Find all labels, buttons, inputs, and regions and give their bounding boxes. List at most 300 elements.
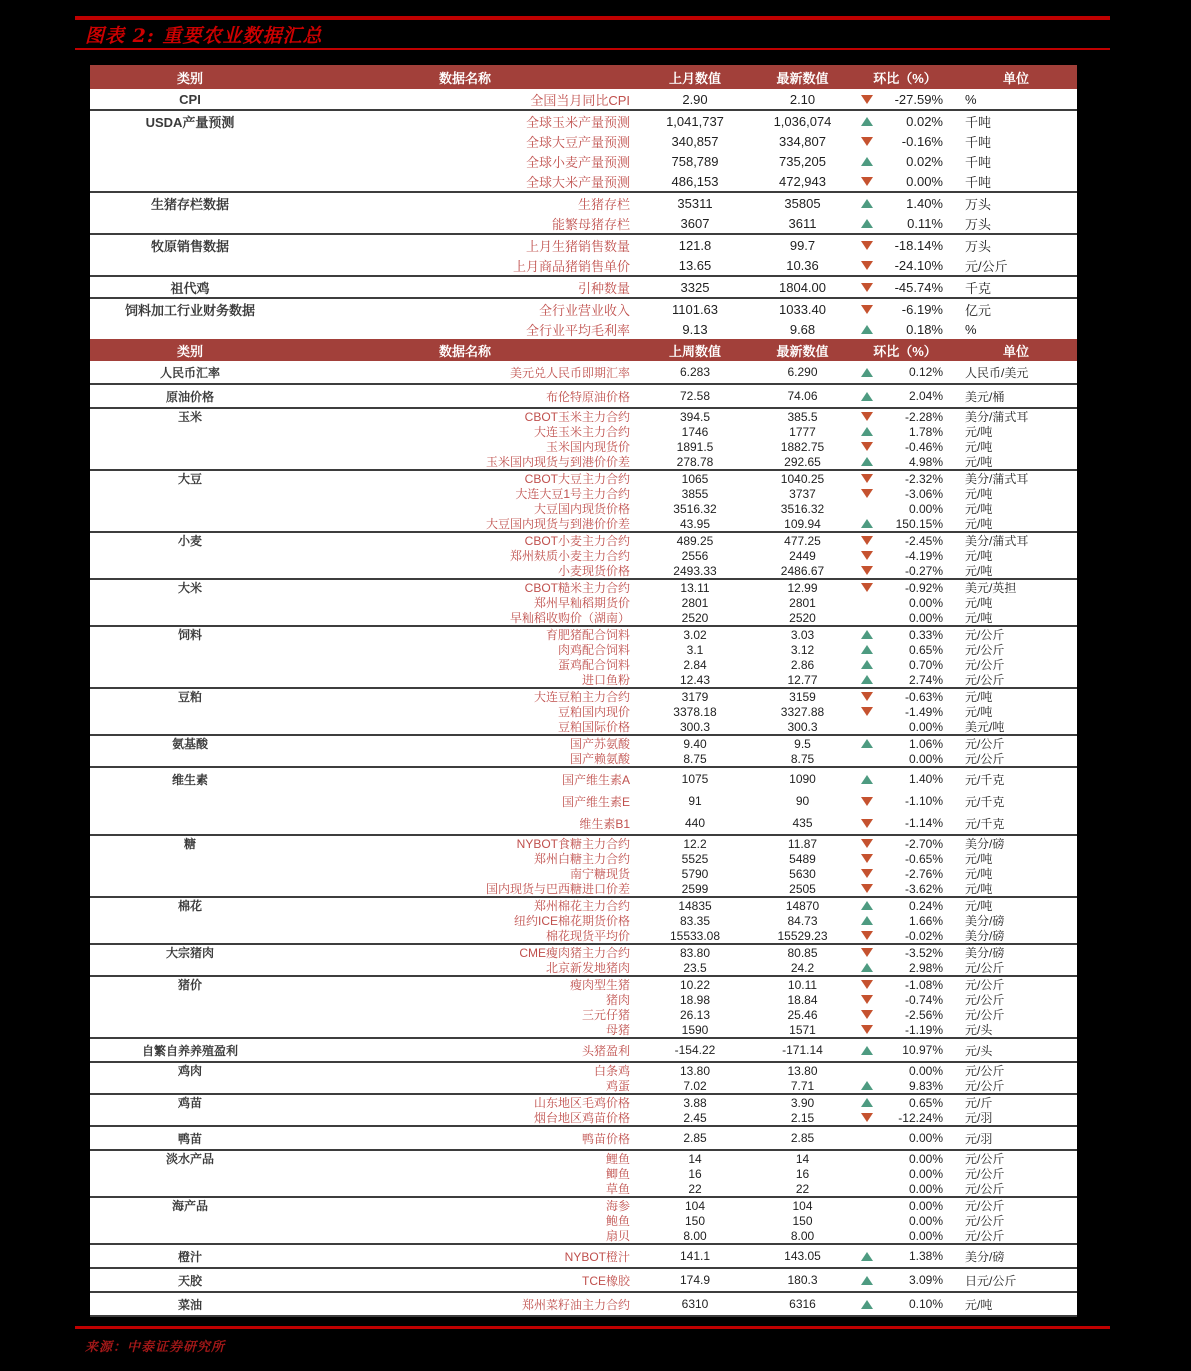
latest-value-cell: 84.73 — [787, 913, 818, 928]
unit-cell: 人民币/美元 — [965, 365, 1029, 380]
change-value: 0.65% — [908, 1095, 943, 1110]
down-triangle-icon — [859, 884, 874, 893]
change-cell — [855, 502, 955, 516]
prev-value-cell: 5525 — [681, 851, 709, 866]
table-row — [90, 928, 1077, 943]
triangle-glyph — [861, 948, 873, 957]
down-triangle-icon — [859, 869, 874, 878]
table-row — [90, 992, 1077, 1007]
triangle-glyph — [861, 157, 873, 166]
change-value: -2.70% — [904, 836, 943, 851]
latest-value-cell: 18.84 — [787, 992, 818, 1007]
table-row — [90, 131, 1077, 151]
table-row — [90, 1181, 1077, 1196]
prev-value-cell: 83.35 — [679, 913, 711, 928]
triangle-glyph — [861, 519, 873, 528]
change-value: 0.02% — [906, 113, 943, 129]
category-cell: 牧原销售数据 — [150, 238, 229, 254]
unit-cell: 亿元 — [965, 302, 992, 318]
latest-value-cell: 14870 — [785, 898, 820, 913]
latest-value-cell: 11.87 — [787, 836, 818, 851]
unit-cell: 元/头 — [965, 1043, 993, 1058]
prev-value-cell: 35311 — [677, 195, 713, 211]
change-value: 0.00% — [908, 501, 943, 516]
change-cell — [855, 882, 955, 896]
change-value: 1.40% — [906, 195, 943, 211]
unit-cell: % — [965, 321, 977, 337]
down-triangle-icon — [859, 980, 874, 989]
data-name-cell: 棉花现货平均价 — [545, 929, 630, 943]
category-group — [90, 531, 1077, 578]
change-value: 4.98% — [908, 454, 943, 469]
unit-cell: 元/公斤 — [965, 628, 1005, 642]
change-cell — [855, 440, 955, 454]
down-triangle-icon — [859, 995, 874, 1004]
prev-value-cell: 2801 — [681, 595, 709, 610]
data-name-cell: 全国当月同比CPI — [530, 92, 630, 108]
latest-value-cell: 6316 — [789, 1297, 816, 1311]
data-name-cell: CME瘦肉猪主力合约 — [519, 946, 630, 960]
triangle-glyph — [861, 199, 873, 208]
table-row — [90, 790, 1077, 812]
triangle-glyph — [861, 442, 873, 451]
unit-cell: 元/公斤 — [965, 1152, 1005, 1166]
category-cell: 鸭苗 — [177, 1131, 202, 1146]
change-cell — [855, 643, 955, 657]
change-cell — [855, 596, 955, 610]
unit-cell: 元/公斤 — [965, 1064, 1005, 1078]
prev-value-cell: 3179 — [681, 689, 709, 704]
triangle-glyph — [861, 261, 873, 270]
change-cell — [855, 1229, 955, 1243]
unit-cell: 日元/公斤 — [965, 1273, 1017, 1288]
triangle-glyph — [861, 884, 873, 893]
table-row — [90, 255, 1077, 275]
table-row — [90, 1007, 1077, 1022]
data-name-cell: 郑州菜籽油主力合约 — [521, 1297, 630, 1312]
data-name-cell: NYBOT橙汁 — [564, 1249, 630, 1264]
change-value: 1.78% — [908, 424, 943, 439]
latest-value-cell: 9.5 — [794, 736, 811, 751]
up-triangle-icon — [859, 427, 874, 436]
data-name-cell: 生猪存栏 — [577, 196, 630, 212]
table-row — [90, 1198, 1077, 1213]
unit-cell: 元/千克 — [965, 772, 1005, 787]
change-value: 1.40% — [908, 772, 943, 786]
table-row — [90, 471, 1077, 486]
header-cell: 上月数值 — [668, 70, 721, 86]
down-triangle-icon — [859, 854, 874, 863]
header-cell: 数据名称 — [438, 70, 491, 86]
prev-value-cell: 13.65 — [678, 257, 712, 273]
data-name-cell: 白条鸡 — [593, 1064, 630, 1078]
latest-value-cell: 2505 — [789, 881, 816, 896]
triangle-glyph — [861, 427, 873, 436]
data-name-cell: 郑州麸质小麦主力合约 — [509, 549, 630, 563]
table-row — [90, 385, 1077, 407]
up-triangle-icon — [859, 1252, 874, 1261]
category-cell: 生猪存栏数据 — [150, 196, 229, 212]
table-row — [90, 642, 1077, 657]
triangle-glyph — [861, 819, 873, 828]
unit-cell: 元/吨 — [965, 564, 993, 578]
header-cell: 单位 — [1002, 343, 1029, 359]
up-triangle-icon — [859, 675, 874, 684]
change-cell — [855, 737, 955, 751]
latest-value-cell: 35805 — [784, 195, 821, 211]
triangle-glyph — [861, 219, 873, 228]
top-rule — [75, 16, 1110, 20]
latest-value-cell: 1090 — [789, 772, 816, 786]
up-triangle-icon — [859, 1081, 874, 1090]
latest-value-cell: 334,807 — [779, 133, 826, 149]
unit-cell: 元/公斤 — [965, 643, 1005, 657]
unit-cell: 元/吨 — [965, 882, 993, 896]
up-triangle-icon — [859, 1300, 874, 1309]
data-name-cell: 母猪 — [605, 1023, 630, 1037]
latest-value-cell: 74.06 — [787, 389, 818, 403]
latest-value-cell: 1571 — [789, 1022, 816, 1037]
table-row — [90, 1213, 1077, 1228]
change-cell — [855, 946, 955, 960]
section-weekly — [90, 339, 1077, 1315]
data-name-cell: 草鱼 — [605, 1182, 630, 1196]
up-triangle-icon — [859, 1098, 874, 1107]
change-cell — [855, 899, 955, 913]
triangle-glyph — [861, 566, 873, 575]
latest-value-cell: 472,943 — [779, 173, 826, 189]
prev-value-cell: 10.22 — [679, 977, 711, 992]
triangle-glyph — [861, 177, 873, 186]
change-cell — [855, 549, 955, 563]
table-header-row — [90, 339, 1077, 361]
prev-value-cell: 174.9 — [679, 1273, 711, 1287]
change-cell — [855, 914, 955, 928]
triangle-glyph — [861, 901, 873, 910]
latest-value-cell: 13.80 — [787, 1063, 818, 1078]
table-row — [90, 610, 1077, 625]
prev-value-cell: 14835 — [678, 898, 712, 913]
table-row — [90, 1166, 1077, 1181]
triangle-glyph — [861, 137, 873, 146]
data-name-cell: 北京新发地猪肉 — [545, 961, 630, 975]
change-value: -45.74% — [894, 279, 943, 295]
table-row — [90, 1269, 1077, 1291]
prev-value-cell: 121.8 — [678, 237, 712, 253]
change-cell — [855, 816, 955, 830]
unit-cell: 元/吨 — [965, 502, 993, 516]
latest-value-cell: 2.86 — [790, 657, 815, 672]
down-triangle-icon — [859, 1113, 874, 1122]
category-group — [90, 1037, 1077, 1061]
category-group — [90, 191, 1077, 233]
category-cell: 人民币汇率 — [159, 365, 220, 380]
change-cell — [855, 628, 955, 642]
down-triangle-icon — [859, 1025, 874, 1034]
category-group — [90, 1243, 1077, 1267]
figure-title: 图表 2: 重要农业数据汇总 — [85, 25, 323, 47]
table-row — [90, 1151, 1077, 1166]
triangle-glyph — [861, 931, 873, 940]
category-cell: 鸡肉 — [177, 1064, 202, 1078]
prev-value-cell: 1065 — [681, 471, 709, 486]
change-value: -0.74% — [904, 992, 943, 1007]
data-name-cell: 猪肉 — [605, 993, 630, 1007]
prev-value-cell: 2520 — [681, 610, 709, 625]
unit-cell: 元/公斤 — [965, 752, 1005, 766]
change-cell — [855, 410, 955, 424]
data-name-cell: 烟台地区鸡苗价格 — [533, 1111, 630, 1125]
change-value: 150.15% — [895, 516, 943, 531]
data-name-cell: 国产维生素A — [561, 772, 630, 787]
latest-value-cell: 3737 — [789, 486, 816, 501]
category-group — [90, 1196, 1077, 1243]
latest-value-cell: 109.94 — [784, 516, 821, 531]
unit-cell: 美分/磅 — [965, 946, 1005, 960]
unit-cell: 元/头 — [965, 1023, 993, 1037]
triangle-glyph — [861, 457, 873, 466]
triangle-glyph — [861, 95, 873, 104]
unit-cell: 元/吨 — [965, 611, 993, 625]
change-value: 0.00% — [906, 173, 943, 189]
change-value: -1.49% — [904, 704, 943, 719]
table-row — [90, 361, 1077, 383]
down-triangle-icon — [859, 551, 874, 560]
table-row — [90, 1095, 1077, 1110]
header-cell: 单位 — [1002, 70, 1029, 86]
prev-value-cell: 758,789 — [671, 153, 719, 169]
data-name-cell: 进口鱼粉 — [581, 673, 630, 687]
down-triangle-icon — [859, 931, 874, 940]
triangle-glyph — [861, 536, 873, 545]
up-triangle-icon — [859, 963, 874, 972]
unit-cell: 元/公斤 — [965, 978, 1005, 992]
table-row — [90, 277, 1077, 297]
triangle-glyph — [861, 489, 873, 498]
latest-value-cell: 24.2 — [790, 960, 815, 975]
table-row — [90, 1110, 1077, 1125]
latest-value-cell: 1,036,074 — [773, 113, 832, 129]
prev-value-cell: 26.13 — [679, 1007, 711, 1022]
down-triangle-icon — [859, 489, 874, 498]
triangle-glyph — [861, 980, 873, 989]
data-name-cell: 全行业营业收入 — [538, 302, 630, 318]
header-cell: 上周数值 — [668, 343, 721, 359]
latest-value-cell: 3327.88 — [780, 704, 825, 719]
header-cell: 最新数值 — [776, 343, 829, 359]
unit-cell: 元/羽 — [965, 1131, 993, 1146]
change-cell — [855, 487, 955, 501]
latest-value-cell: 14 — [795, 1151, 810, 1166]
change-cell — [855, 1297, 955, 1311]
data-name-cell: 郑州白糖主力合约 — [533, 852, 630, 866]
up-triangle-icon — [859, 1046, 874, 1055]
triangle-glyph — [861, 241, 873, 250]
triangle-glyph — [861, 1010, 873, 1019]
change-cell — [855, 1167, 955, 1181]
category-group — [90, 1125, 1077, 1149]
unit-cell: 美分/蒲式耳 — [965, 534, 1029, 548]
change-cell — [855, 1273, 955, 1287]
triangle-glyph — [861, 797, 873, 806]
change-cell — [855, 720, 955, 734]
down-triangle-icon — [859, 412, 874, 421]
change-cell — [855, 705, 955, 719]
data-name-cell: 鸡蛋 — [605, 1079, 630, 1093]
change-cell — [855, 174, 955, 189]
data-name-cell: CBOT糙米主力合约 — [524, 581, 630, 595]
data-name-cell: TCE橡胶 — [581, 1273, 630, 1288]
triangle-glyph — [861, 707, 873, 716]
change-value: -27.59% — [894, 91, 943, 107]
prev-value-cell: 3378.18 — [673, 704, 717, 719]
unit-cell: 元/吨 — [965, 455, 993, 469]
down-triangle-icon — [859, 692, 874, 701]
latest-value-cell: 104 — [792, 1198, 813, 1213]
up-triangle-icon — [859, 775, 874, 784]
change-cell — [855, 961, 955, 975]
category-cell: USDA产量预测 — [145, 114, 235, 130]
unit-cell: 元/吨 — [965, 867, 993, 881]
change-cell — [855, 322, 955, 337]
triangle-glyph — [861, 551, 873, 560]
up-triangle-icon — [859, 325, 874, 334]
change-cell — [855, 673, 955, 687]
category-group — [90, 469, 1077, 531]
category-group — [90, 1061, 1077, 1093]
unit-cell: 元/公斤 — [965, 673, 1005, 687]
category-cell: 菜油 — [177, 1297, 202, 1312]
table-row — [90, 736, 1077, 751]
data-name-cell: 大连玉米主力合约 — [533, 425, 630, 439]
category-cell: 玉米 — [177, 410, 202, 424]
down-triangle-icon — [859, 283, 874, 292]
category-cell: 天胶 — [177, 1273, 202, 1288]
change-value: -0.27% — [904, 563, 943, 578]
table-row — [90, 151, 1077, 171]
data-name-cell: 海参 — [605, 1199, 630, 1213]
change-cell — [855, 1079, 955, 1093]
data-name-cell: 全球大豆产量预测 — [525, 134, 630, 150]
triangle-glyph — [861, 675, 873, 684]
prev-value-cell: 15533.08 — [669, 928, 721, 943]
change-value: 0.00% — [908, 1213, 943, 1228]
prev-value-cell: 6310 — [681, 1297, 709, 1311]
change-value: 3.09% — [908, 1273, 943, 1287]
triangle-glyph — [861, 305, 873, 314]
prev-value-cell: 1891.5 — [676, 439, 714, 454]
change-value: 0.12% — [908, 365, 943, 379]
category-cell: 棉花 — [177, 899, 202, 913]
header-cell: 类别 — [176, 70, 203, 86]
unit-cell: 元/公斤 — [965, 993, 1005, 1007]
up-triangle-icon — [859, 901, 874, 910]
prev-value-cell: 1746 — [681, 424, 709, 439]
data-name-cell: 早籼稻收购价（湖南） — [509, 611, 630, 625]
change-value: 10.97% — [902, 1043, 943, 1057]
prev-value-cell: 83.80 — [679, 945, 711, 960]
latest-value-cell: 99.7 — [789, 237, 816, 253]
latest-value-cell: 90 — [795, 794, 810, 808]
change-value: -1.14% — [904, 816, 943, 830]
category-cell: 豆粕 — [177, 690, 202, 704]
table-row — [90, 851, 1077, 866]
change-value: 0.00% — [908, 751, 943, 766]
triangle-glyph — [861, 283, 873, 292]
table-row — [90, 866, 1077, 881]
up-triangle-icon — [859, 916, 874, 925]
latest-value-cell: 80.85 — [787, 945, 818, 960]
latest-value-cell: 5630 — [789, 866, 816, 881]
header-cell: 环比（%） — [873, 70, 937, 86]
prev-value-cell: 8.00 — [683, 1228, 707, 1243]
change-value: 0.00% — [908, 1228, 943, 1243]
change-value: 0.18% — [906, 321, 943, 337]
unit-cell: 元/公斤 — [965, 737, 1005, 751]
data-name-cell: 大豆国内现货价格 — [533, 502, 630, 516]
prev-value-cell: 22 — [688, 1181, 702, 1196]
unit-cell: 元/吨 — [965, 899, 993, 913]
change-value: -3.06% — [904, 486, 943, 501]
change-value: -12.24% — [898, 1110, 943, 1125]
table-row — [90, 533, 1077, 548]
change-cell — [855, 455, 955, 469]
latest-value-cell: 385.5 — [787, 409, 818, 424]
latest-value-cell: 2.10 — [789, 91, 816, 107]
change-value: 2.74% — [908, 672, 943, 687]
data-name-cell: 上月商品猪销售单价 — [512, 258, 630, 274]
change-value: 0.65% — [908, 642, 943, 657]
unit-cell: 元/吨 — [965, 549, 993, 563]
data-name-cell: 山东地区毛鸡价格 — [533, 1096, 630, 1110]
prev-value-cell: 5790 — [681, 866, 709, 881]
table-row — [90, 898, 1077, 913]
change-value: 1.38% — [908, 1249, 943, 1263]
change-value: 0.10% — [908, 1297, 943, 1311]
down-triangle-icon — [859, 839, 874, 848]
change-value: 0.00% — [908, 595, 943, 610]
table-row — [90, 768, 1077, 790]
prev-value-cell: 3516.32 — [673, 501, 717, 516]
data-name-cell: 鲤鱼 — [605, 1152, 630, 1166]
up-triangle-icon — [859, 157, 874, 166]
triangle-glyph — [861, 474, 873, 483]
data-name-cell: 全行业平均毛利率 — [525, 322, 630, 338]
category-cell: 海产品 — [171, 1199, 208, 1213]
latest-value-cell: 1033.40 — [779, 301, 826, 317]
latest-value-cell: 2486.67 — [780, 563, 825, 578]
latest-value-cell: -171.14 — [782, 1043, 823, 1057]
triangle-glyph — [861, 1252, 873, 1261]
latest-value-cell: 180.3 — [787, 1273, 818, 1287]
latest-value-cell: 8.75 — [790, 751, 815, 766]
prev-value-cell: 2.45 — [683, 1110, 707, 1125]
table-row — [90, 563, 1077, 578]
category-group — [90, 896, 1077, 943]
latest-value-cell: 300.3 — [787, 719, 818, 734]
category-cell: 猪价 — [177, 978, 202, 992]
unit-cell: 元/公斤 — [965, 1199, 1005, 1213]
prev-value-cell: 141.1 — [679, 1249, 711, 1263]
change-cell — [855, 216, 955, 231]
data-name-cell: 上月生猪销售数量 — [525, 238, 630, 254]
category-group — [90, 578, 1077, 625]
up-triangle-icon — [859, 219, 874, 228]
change-cell — [855, 134, 955, 149]
triangle-glyph — [861, 1276, 873, 1285]
change-value: -2.76% — [904, 866, 943, 881]
down-triangle-icon — [859, 261, 874, 270]
